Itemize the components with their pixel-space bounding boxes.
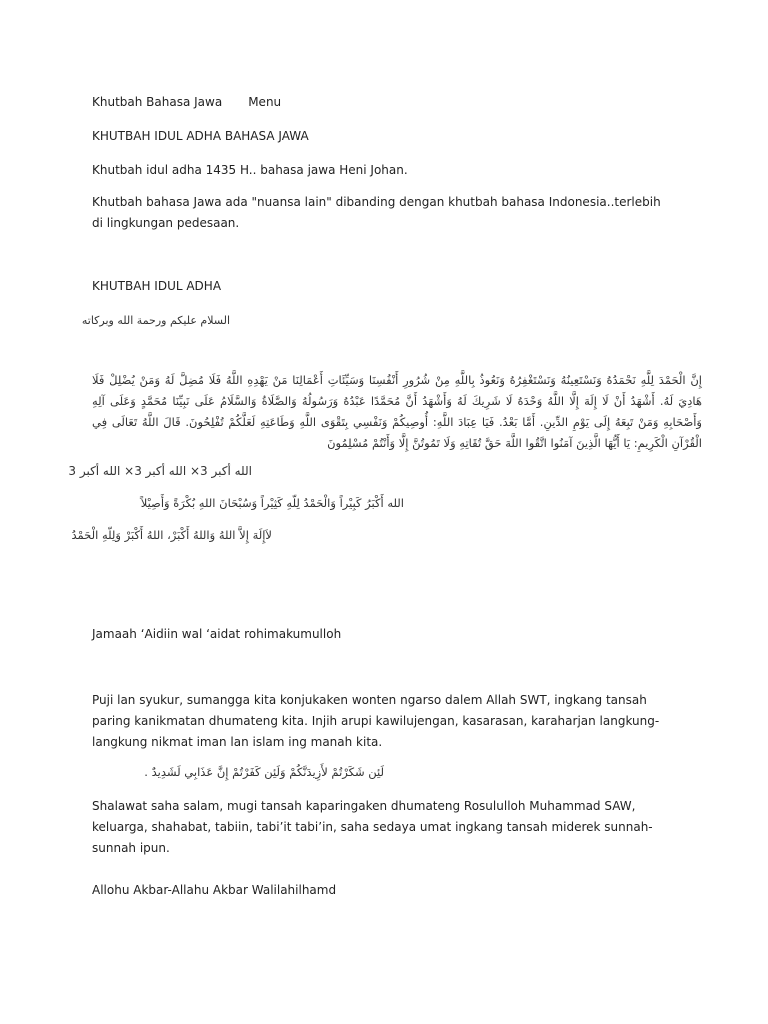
arabic-takbir: الله أكبر 3× الله أكبر 3× الله أكبر 3 — [68, 464, 252, 478]
intro-paragraph: Khutbah bahasa Jawa ada "nuansa lain" dibanding dengan khutbah bahasa Indonesia..terlebih di lingkungan pedesaan. — [92, 195, 661, 230]
arabic-kabira: الله أَكْبَرُ كَبِيْراً وَالْحَمْدُ لِلّهِ كَثِيْراً وَسُبْحَانَ اللهِ بُكْرَةً وَأَصِيْلاً — [140, 496, 404, 510]
section-heading: KHUTBAH IDUL ADHA — [92, 279, 222, 293]
page-header — [92, 92, 281, 113]
jamaah-greeting: Jamaah ‘Aidiin wal ‘aidat rohimakumulloh — [92, 627, 342, 641]
shalawat-paragraph: Shalawat saha salam, mugi tansah kaparingaken dhumateng Rosululloh Muhammad SAW, keluarga, shahabat, tabiin, tabi’it tabi’in, saha sedaya umat ingkang tansah miderek sunnah-sunnah ipun. — [92, 799, 653, 855]
subtitle: Khutbah idul adha 1435 H.. bahasa jawa Heni Johan. — [92, 163, 408, 177]
main-heading: KHUTBAH IDUL ADHA BAHASA JAWA — [92, 129, 309, 143]
allohu-akbar-line: Allohu Akbar-Allahu Akbar Walilahilhamd — [92, 883, 337, 897]
arabic-verse: لَئِن شَكَرْتُمْ لأَزِيدَنَّكُمْ وَلَئِن كَفَرْتُمْ إِنَّ عَذَابِي لَشَدِيدٌ . — [144, 765, 384, 779]
menu-link[interactable]: Menu — [248, 95, 282, 109]
puji-paragraph: Puji lan syukur, sumangga kita konjukaken wonten ngarso dalem Allah SWT, ingkang tansah paring kanikmatan dhumateng kita. Injih arupi kawilujengan, kasarasan, karaharjan langkung-langkung nikmat iman lan islam ing manah kita. — [92, 693, 660, 749]
arabic-salam: السلام عليكم ورحمة الله وبركاته — [81, 314, 230, 327]
document-title: Khutbah Bahasa Jawa — [92, 95, 223, 109]
arabic-tahlil: لاَإِلَهَ إِلاَّ اللهُ وَاللهُ أَكْبَرْ، اللهُ أَكْبَرْ وَلِلّهِ الْحَمْدُ — [71, 528, 272, 542]
arabic-opening: إِنَّ الْحَمْدَ لِلَّهِ نَحْمَدُهُ وَنَسْتَعِينُهُ وَنَسْتَغْفِرُهُ وَنَعُوذُ بِاللَّهِ مِنْ شُرُورِ أَنْفُسِنَا وَسَيِّئَاتِ أَعْمَالِنَا مَنْ يَهْدِهِ اللَّهُ فَلَا مُضِلَّ لَهُ وَمَنْ يُضْلِلْ فَلَا هَادِيَ لَهُ. أَشْهَدُ أَنْ لَا إِلَهَ إِلَّا اللَّهُ وَحْدَهُ لَا شَرِيكَ لَهُ وَأَشْهَدُ أَنَّ مُحَمَّدًا عَبْدُهُ وَرَسُولُهُ وَالصَّلَاةُ وَالسَّلَامُ عَلَى نَبِيِّنَا مُحَمَّدٍ وَعَلَى آلِهِ وَأَصْحَابِهِ وَمَنْ تَبِعَهُ إِلَى يَوْمِ الدِّينِ. أَمَّا بَعْدُ. فَيَا عِبَادَ اللَّهِ: أُوصِيكُمْ وَنَفْسِي بِتَقْوَى اللَّهِ وَطَاعَتِهِ لَعَلَّكُمْ تُفْلِحُونَ. قَالَ اللَّهُ تَعَالَى فِي الْقُرْآنِ الْكَرِيمِ: يَا أَيُّهَا الَّذِينَ آمَنُوا اتَّقُوا اللَّهَ حَقَّ تُقَاتِهِ وَلَا تَمُوتُنَّ إِلَّا وَأَنْتُمْ مُسْلِمُونَ — [92, 373, 702, 450]
